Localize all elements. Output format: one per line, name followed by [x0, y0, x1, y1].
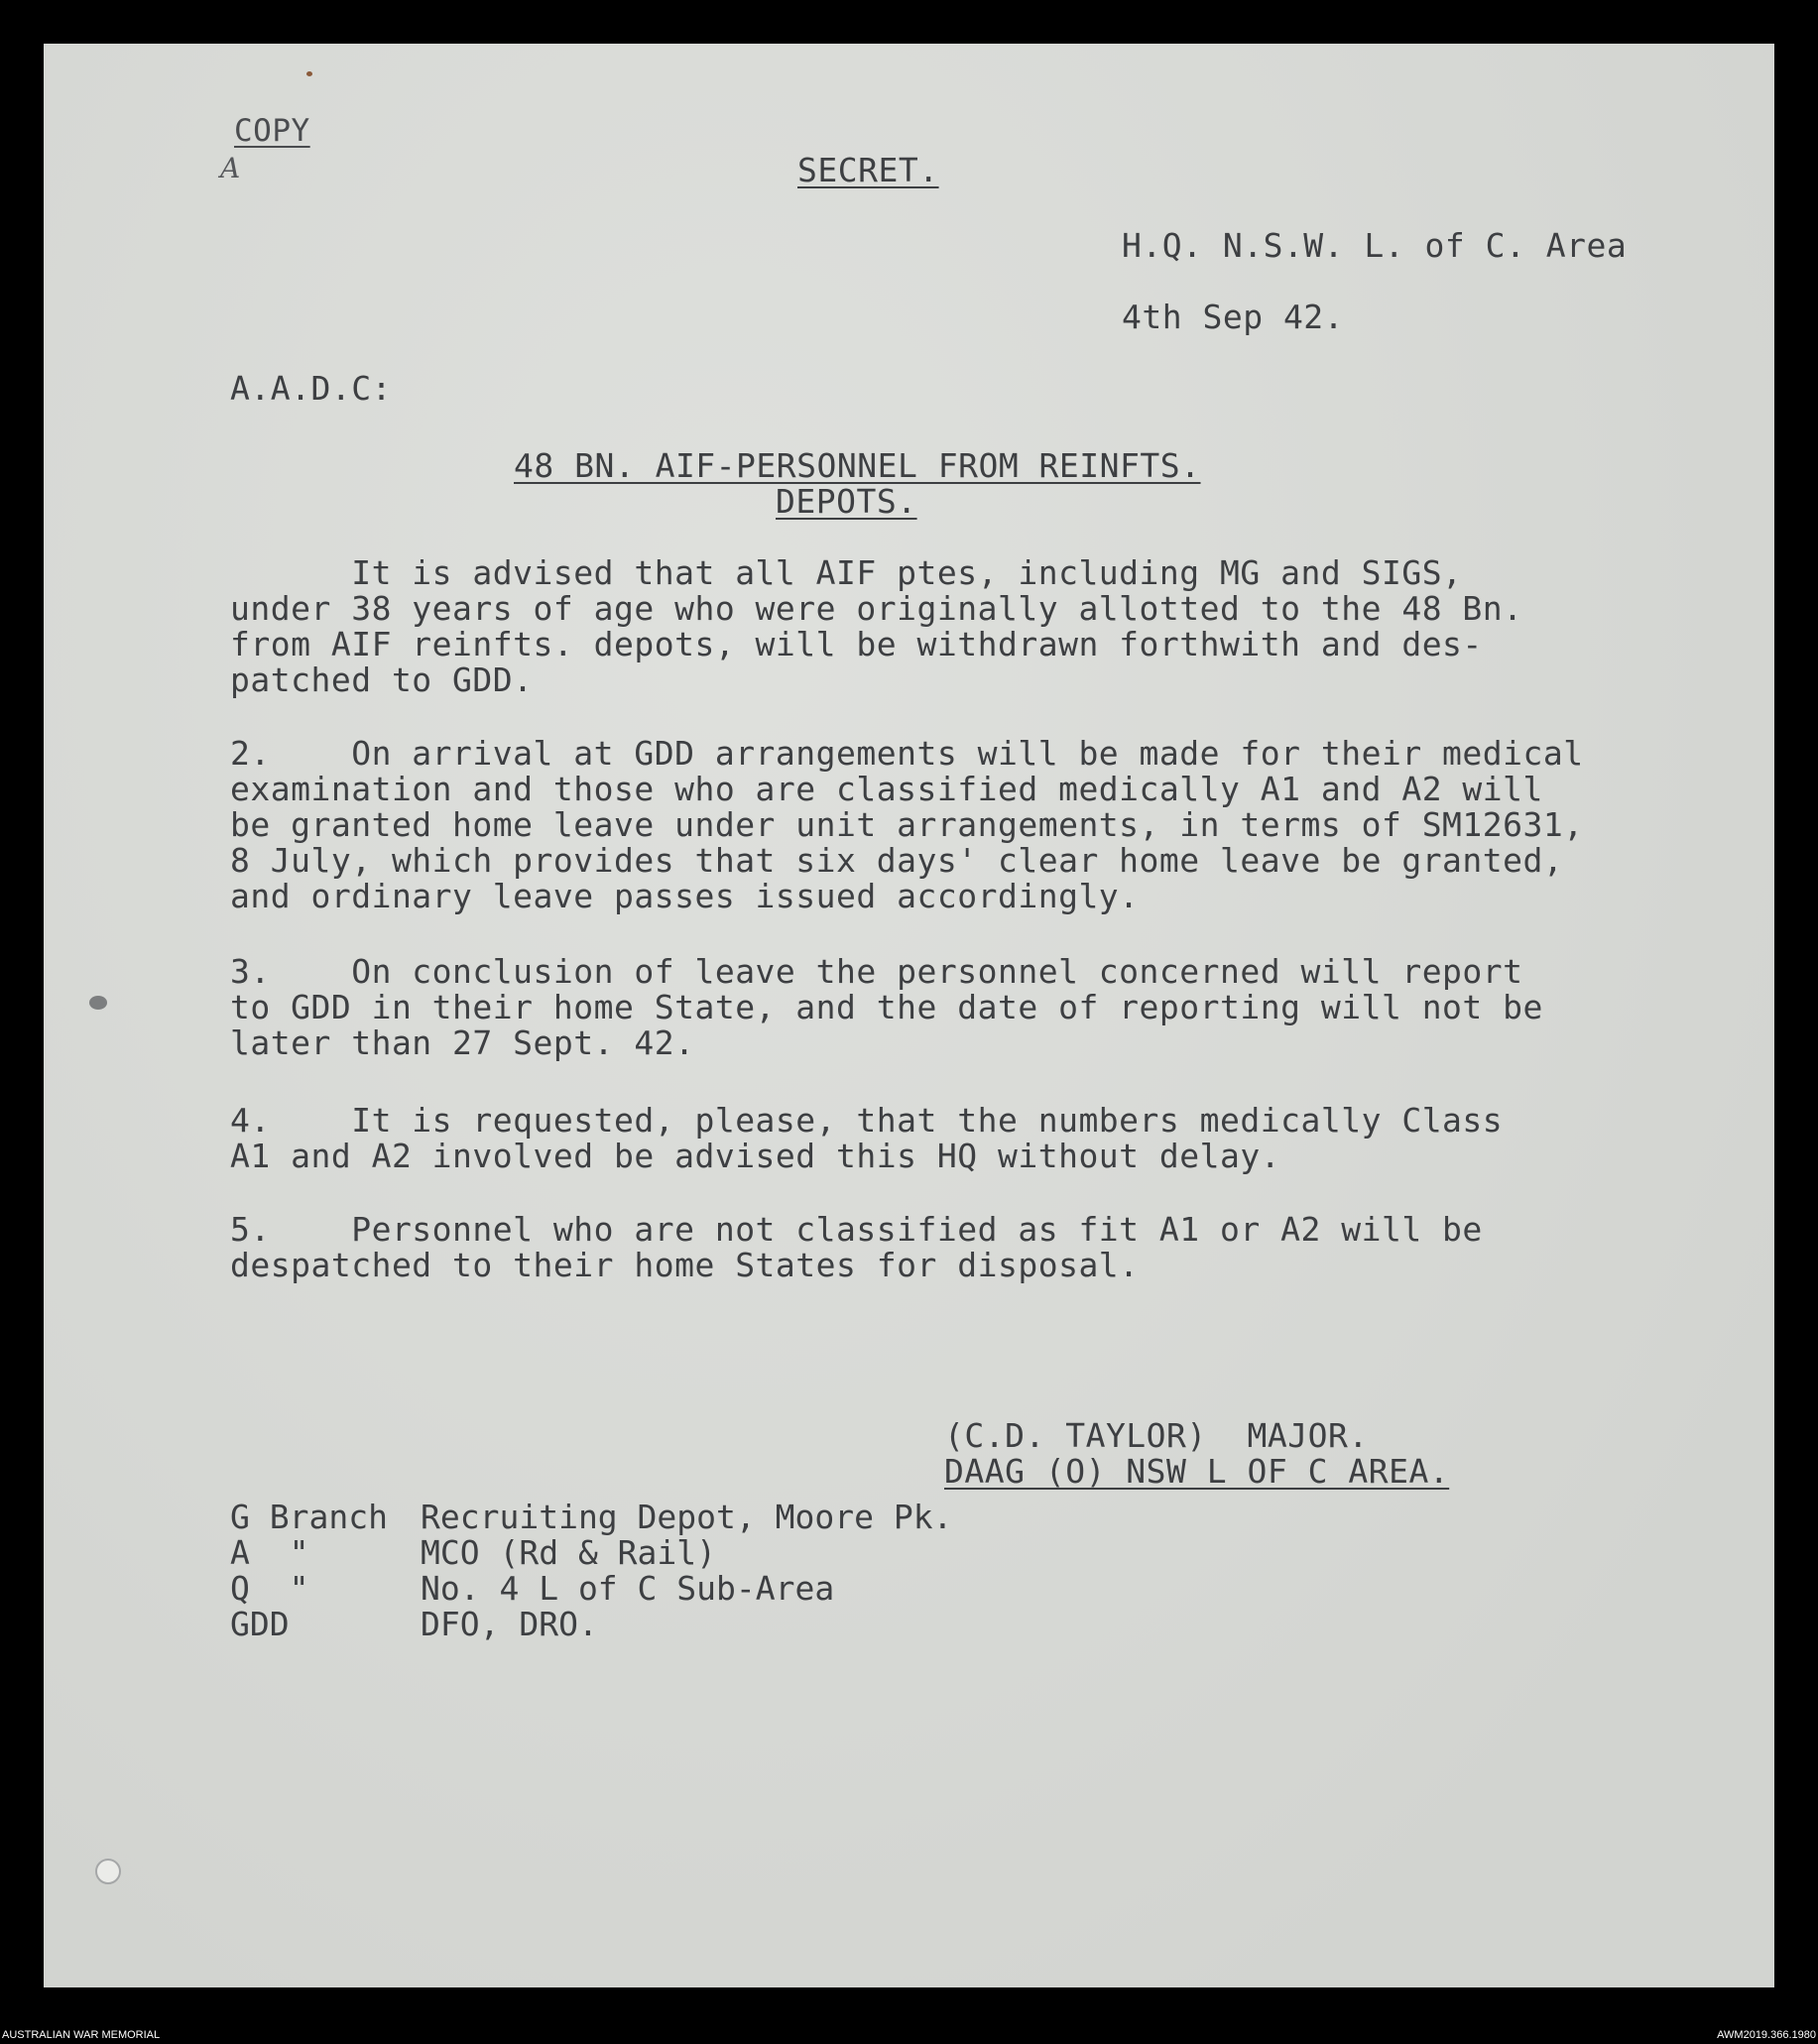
distribution-row [230, 1500, 1222, 1535]
paragraph-line: to GDD in their home State, and the date of reporting will not be [230, 988, 1543, 1026]
paper-speck [306, 71, 312, 76]
distribution-recipient: No. 4 L of C Sub-Area [421, 1569, 835, 1608]
paragraph-line: later than 27 Sept. 42. [230, 1023, 695, 1062]
paragraph-line: examination and those who are classified medically A1 and A2 will [230, 770, 1543, 808]
institution-caption: AUSTRALIAN WAR MEMORIAL [2, 2029, 161, 2041]
paragraph-line: patched to GDD. [230, 661, 534, 699]
distribution-row [230, 1535, 1222, 1571]
paragraph-line: 8 July, which provides that six days' clear home leave be granted, [230, 841, 1564, 880]
document-page [44, 44, 1774, 1987]
paragraph-line: be granted home leave under unit arrangements, in terms of SM12631, [230, 805, 1584, 844]
paragraph-line: It is advised that all AIF ptes, including MG and SIGS, [230, 553, 1463, 592]
distribution-row [230, 1571, 1222, 1607]
distribution-branch: Q " [230, 1569, 309, 1608]
paragraph-line: 4. It is requested, please, that the numbers medically Class [230, 1101, 1504, 1140]
distribution-recipient: MCO (Rd & Rail) [421, 1533, 717, 1572]
copy-label: COPY [234, 113, 310, 149]
paragraph-line: under 38 years of age who were originally allotted to the 48 Bn. [230, 589, 1523, 628]
paragraph-line: 3. On conclusion of leave the personnel concerned will report [230, 952, 1523, 991]
paragraph-line: 2. On arrival at GDD arrangements will be made for their medical [230, 734, 1584, 773]
signature-name: (C.D. TAYLOR) MAJOR. [944, 1416, 1369, 1455]
distribution-branch: A " [230, 1533, 309, 1572]
distribution-branch: GDD [230, 1605, 290, 1643]
classification-heading: SECRET. [797, 151, 939, 189]
paragraph-line: despatched to their home States for disposal. [230, 1246, 1140, 1284]
addressee: A.A.D.C: [230, 369, 392, 408]
paragraph-line: 5. Personnel who are not classified as fit A1 or A2 will be [230, 1210, 1483, 1249]
distribution-recipient: Recruiting Depot, Moore Pk. [421, 1498, 953, 1536]
paragraph-line: from AIF reinfts. depots, will be withdrawn forthwith and des- [230, 625, 1483, 663]
punch-hole-mark [95, 1859, 121, 1884]
paragraph-line: A1 and A2 involved be advised this HQ without delay. [230, 1137, 1281, 1175]
subject-line-1: 48 BN. AIF-PERSONNEL FROM REINFTS. [514, 446, 1201, 485]
signature-title: DAAG (O) NSW L OF C AREA. [944, 1452, 1450, 1491]
distribution-branch: G Branch [230, 1498, 388, 1536]
sender-header: H.Q. N.S.W. L. of C. Area [1122, 226, 1628, 265]
reference-number: AWM2019.366.1980 [1717, 2029, 1816, 2041]
distribution-row [230, 1607, 1222, 1642]
paragraph-line: and ordinary leave passes issued accordingly. [230, 877, 1140, 915]
distribution-recipient: DFO, DRO. [421, 1605, 598, 1643]
punch-hole-mark [89, 996, 107, 1010]
copy-handwritten-mark: A [220, 152, 241, 184]
document-date: 4th Sep 42. [1122, 298, 1345, 336]
subject-line-2: DEPOTS. [776, 482, 917, 521]
